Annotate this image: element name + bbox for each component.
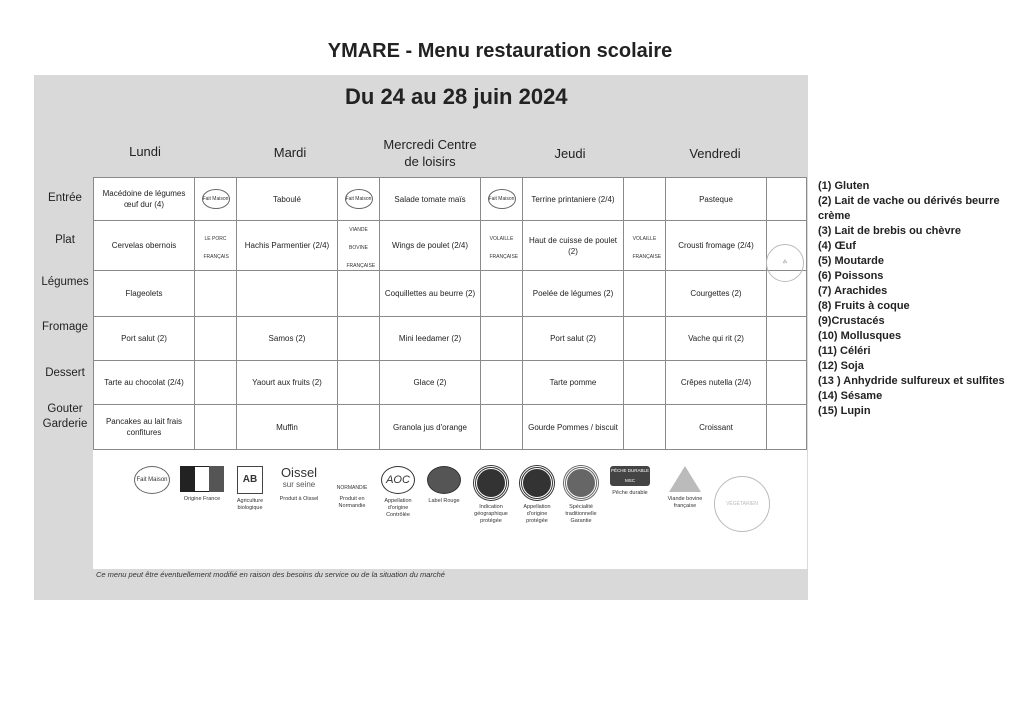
allergen-item: (8) Fruits à coque: [818, 300, 910, 312]
allergen-list: [818, 179, 1018, 419]
vegetarien-icon: VÉGÉTARIEN: [714, 476, 770, 532]
legend-label: Indication géographique protégée: [474, 504, 508, 524]
menu-icon-cell: [481, 271, 523, 317]
menu-cell: Terrine printaniere (2/4): [523, 178, 624, 221]
le-porc-francais-icon: LE PORC FRANÇAIS: [203, 236, 229, 260]
day-header-mercredi-line1: Mercredi Centre: [383, 137, 477, 152]
legend-peche-durable: [608, 466, 652, 497]
menu-icon-cell: [338, 221, 380, 271]
allergen-item: (2) Lait de vache ou dérivés beurre crème: [818, 195, 1000, 222]
legend-agriculture-bio: [230, 466, 270, 512]
row-header-entree: Entrée: [48, 192, 82, 204]
row-header-gouter-line2: Garderie: [42, 418, 88, 430]
menu-cell: Port salut (2): [94, 317, 195, 361]
legend-label: Spécialité traditionnelle Garantie: [565, 504, 597, 524]
volaille-francaise-icon: VOLAILLE FRANÇAISE: [632, 236, 662, 260]
menu-row-dessert: [94, 361, 807, 405]
menu-cell: Coquillettes au beurre (2): [380, 271, 481, 317]
menu-cell: Port salut (2): [523, 317, 624, 361]
legend-aop: [516, 466, 558, 525]
menu-icon-cell: [767, 405, 807, 450]
menu-cell: Tarte pomme: [523, 361, 624, 405]
menu-cell: Vache qui rit (2): [666, 317, 767, 361]
aoc-logo-icon: AOC: [381, 466, 415, 494]
allergen-item: (13 ) Anhydride sulfureux et sulfites: [818, 375, 1005, 387]
fait-maison-icon: Fait Maison: [202, 189, 230, 209]
menu-icon-cell: [195, 221, 237, 271]
stg-icon: [564, 466, 598, 500]
volaille-francaise-icon: VOLAILLE FRANÇAISE: [489, 236, 519, 260]
legend-produit-normandie: [330, 466, 374, 510]
row-header-gouter: [36, 402, 94, 432]
menu-icon-cell: [481, 361, 523, 405]
menu-icon-cell: [481, 405, 523, 450]
menu-cell: Tarte au chocolat (2/4): [94, 361, 195, 405]
menu-cell: Cervelas obernois: [94, 221, 195, 271]
legend-viande-bovine: [662, 466, 708, 510]
row-header-legumes: Légumes: [41, 276, 89, 288]
allergen-item: (12) Soja: [818, 360, 864, 372]
page-title: YMARE - Menu restauration scolaire: [327, 40, 673, 62]
menu-icon-cell: [624, 361, 666, 405]
allergen-item: (9)Crustacés: [818, 315, 885, 327]
legend-label: Label Rouge: [428, 498, 460, 504]
week-dates: Du 24 au 28 juin 2024: [345, 84, 568, 109]
menu-icon-cell: [338, 317, 380, 361]
menu-icon-cell: [481, 178, 523, 221]
row-header-dessert: Dessert: [45, 367, 85, 379]
legend-origine-france: [176, 466, 228, 503]
fait-maison-icon: Fait Maison: [488, 189, 516, 209]
day-header-mercredi-line2: de loisirs: [404, 154, 456, 169]
legend-label: Agriculture biologique: [236, 498, 264, 511]
legend-stg: [558, 466, 604, 525]
fait-maison-icon: Fait Maison: [134, 466, 170, 494]
row-header-plat: Plat: [55, 234, 75, 246]
menu-icon-cell: [338, 178, 380, 221]
menu-cell: Taboulé: [237, 178, 338, 221]
menu-cell: Croissant: [666, 405, 767, 450]
menu-cell: Crousti fromage (2/4): [666, 221, 767, 271]
menu-cell: Wings de poulet (2/4): [380, 221, 481, 271]
menu-icon-cell: [195, 405, 237, 450]
allergen-item: (10) Mollusques: [818, 330, 902, 342]
menu-icon-cell: [767, 317, 807, 361]
menu-cell: [237, 271, 338, 317]
viande-bovine-icon: [669, 466, 701, 492]
viande-bovine-icon: VIANDE BOVINE FRANÇAISE: [346, 227, 376, 269]
allergen-item: (7) Arachides: [818, 285, 888, 297]
legend-aoc: [376, 466, 420, 519]
legend-label: Pêche durable: [612, 490, 648, 496]
menu-icon-cell: [624, 317, 666, 361]
menu-icon-cell: [481, 221, 523, 271]
day-header-jeudi: Jeudi: [554, 146, 586, 161]
menu-icon-cell: [338, 361, 380, 405]
menu-icon-cell: [767, 178, 807, 221]
menu-icon-cell: [481, 317, 523, 361]
menu-cell: Pasteque: [666, 178, 767, 221]
menu-row-fromage: [94, 317, 807, 361]
legend-igp: [468, 466, 514, 525]
day-header-vendredi: Vendredi: [689, 146, 741, 161]
menu-cell: Granola jus d'orange: [380, 405, 481, 450]
menu-icon-cell: [195, 317, 237, 361]
day-header-mardi: Mardi: [273, 145, 307, 160]
ab-logo-icon: AB: [237, 466, 263, 494]
menu-icon-cell: [624, 221, 666, 271]
menu-cell: Gourde Pommes / biscuit: [523, 405, 624, 450]
row-header-fromage: Fromage: [41, 321, 89, 333]
menu-row-legumes: [94, 271, 807, 317]
menu-icon-cell: [195, 361, 237, 405]
menu-table: [93, 177, 807, 450]
menu-icon-cell: [624, 178, 666, 221]
menu-cell: Salade tomate maïs: [380, 178, 481, 221]
legend-label-rouge: [422, 466, 466, 505]
menu-cell: Poelée de légumes (2): [523, 271, 624, 317]
disclaimer: Ce menu peut être éventuellement modifié en raison des besoins du service ou de la situation du marché: [96, 570, 445, 579]
menu-row-plat: [94, 221, 807, 271]
menu-icon-cell: [195, 271, 237, 317]
aop-icon: [520, 466, 554, 500]
menu-icon-cell: [195, 178, 237, 221]
menu-icon-cell: [624, 271, 666, 317]
menu-cell: Yaourt aux fruits (2): [237, 361, 338, 405]
menu-cell: Crêpes nutella (2/4): [666, 361, 767, 405]
allergen-item: (5) Moutarde: [818, 255, 884, 267]
menu-cell: Haut de cuisse de poulet (2): [523, 221, 624, 271]
legend-label: Origine France: [183, 496, 221, 502]
normandie-logo-icon: NORMANDIE: [336, 485, 368, 491]
menu-cell: Macédoine de légumes œuf dur (4): [94, 178, 195, 221]
day-header-lundi: Lundi: [129, 144, 161, 159]
label-rouge-icon: [427, 466, 461, 494]
legend-fait-maison: [130, 466, 174, 498]
row-header-gouter-line1: Gouter: [47, 403, 83, 415]
fait-maison-icon: Fait Maison: [345, 189, 373, 209]
french-flag-icon: [180, 466, 224, 492]
allergen-item: (6) Poissons: [818, 270, 884, 282]
menu-cell: Muffin: [237, 405, 338, 450]
allergen-item: (4) Œuf: [818, 240, 856, 252]
legend-label: Appellation d'origine protégée: [523, 504, 551, 524]
legend-produit-oissel: [272, 466, 326, 503]
menu-row-entree: [94, 178, 807, 221]
allergen-item: (11) Céléri: [818, 345, 871, 357]
menu-cell: Flageolets: [94, 271, 195, 317]
legend-label: Appellation d'origine Contrôlée: [384, 498, 412, 518]
menu-icon-cell: [338, 271, 380, 317]
menu-icon-cell: [624, 405, 666, 450]
allergen-item: (14) Sésame: [818, 390, 883, 402]
oissel-logo-icon: Oissel sur seine: [280, 465, 318, 489]
allergen-item: (15) Lupin: [818, 405, 871, 417]
allergen-item: (1) Gluten: [818, 180, 870, 192]
igp-icon: [474, 466, 508, 500]
menu-cell: Hachis Parmentier (2/4): [237, 221, 338, 271]
menu-cell: Courgettes (2): [666, 271, 767, 317]
menu-cell: Glace (2): [380, 361, 481, 405]
vegetarien-stamp-icon: ☘: [766, 244, 804, 282]
day-header-mercredi: [365, 136, 495, 170]
msc-logo-icon: PÊCHE DURABLE MSC: [610, 466, 650, 486]
menu-cell: Pancakes au lait frais confitures: [94, 405, 195, 450]
menu-row-gouter: [94, 405, 807, 450]
legend-label: Produit en Normandie: [338, 496, 366, 509]
menu-cell: Mini leedamer (2): [380, 317, 481, 361]
menu-icon-cell: [767, 361, 807, 405]
legend-label: Produit à Oissel: [279, 496, 319, 502]
legend-label: Viande bovine française: [667, 496, 703, 509]
menu-icon-cell: [338, 405, 380, 450]
menu-cell: Samos (2): [237, 317, 338, 361]
allergen-item: (3) Lait de brebis ou chèvre: [818, 225, 962, 237]
